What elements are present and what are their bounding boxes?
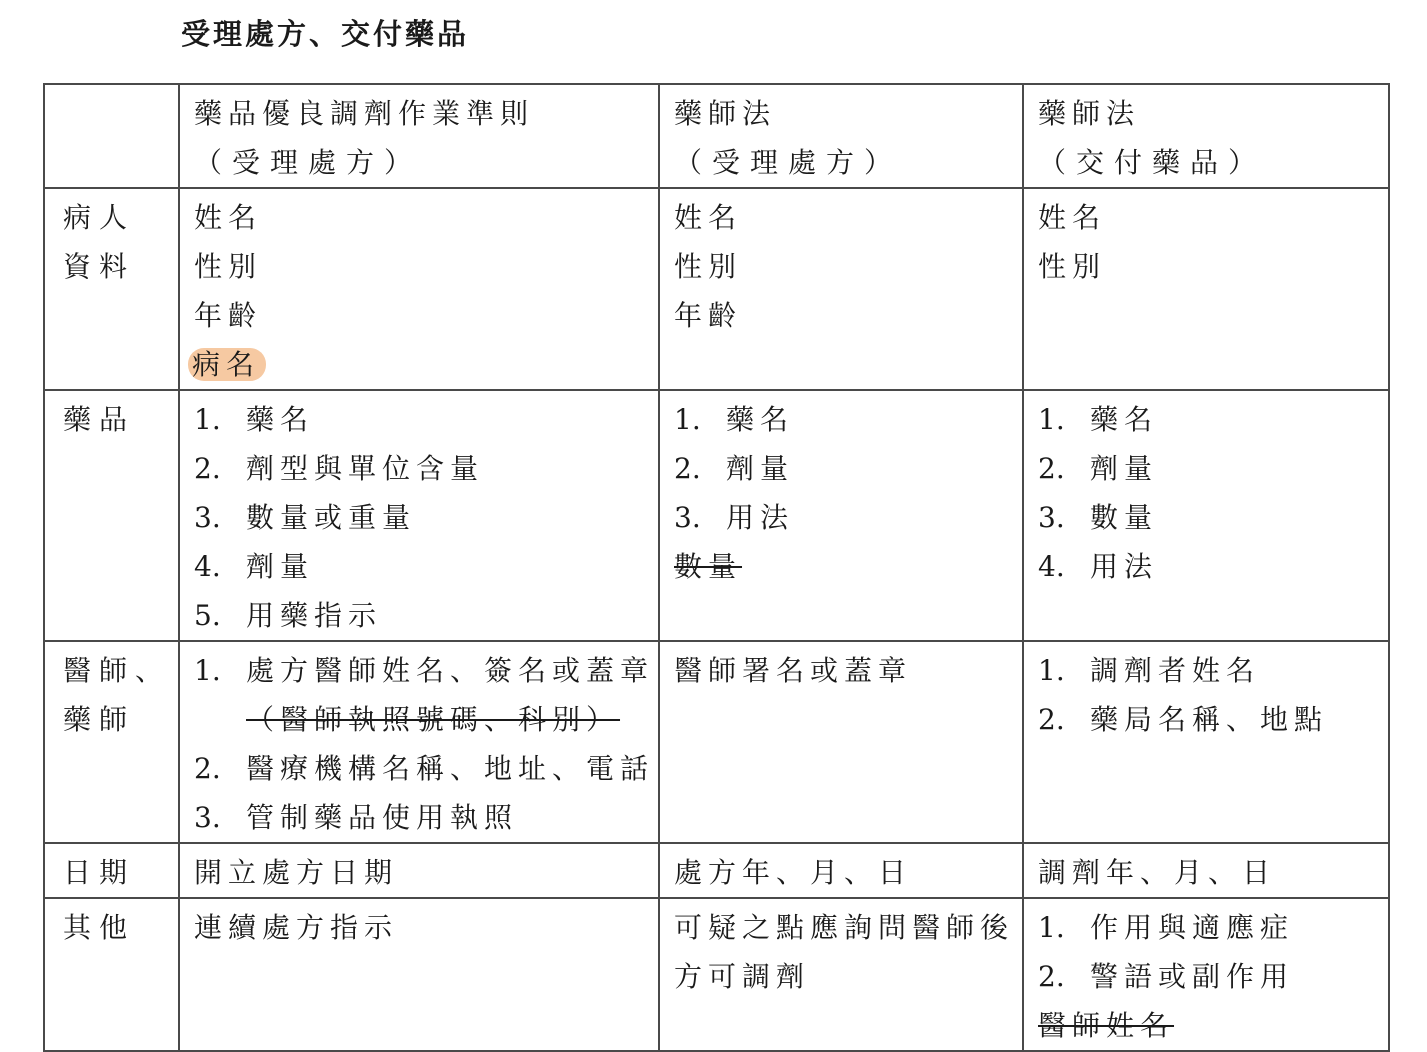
list-item: 年齡 (674, 299, 743, 332)
header-gdp-name: 藥品優良調劑作業準則 (194, 97, 535, 130)
document-title: 受理處方、交付藥品 (181, 17, 470, 51)
list-item: 處方年、月、日 (674, 856, 913, 889)
header-pharm-receive (659, 84, 1023, 188)
row-head-patient (44, 188, 179, 390)
list-item: 1. 藥名 (194, 403, 315, 436)
struck-item: 醫師姓名 (1038, 1009, 1175, 1042)
cell-date-gdp (179, 843, 659, 898)
list-item: 年齡 (194, 299, 263, 332)
header-pharm-dispense-sub: （交付藥品） (1038, 146, 1267, 179)
header-corner-cell (44, 84, 179, 188)
struck-item: （醫師執照號碼、科別） (246, 703, 621, 736)
list-item: 性別 (674, 250, 743, 283)
cell-date-pharm-dispense (1023, 843, 1389, 898)
row-head-line: 醫師、 (63, 654, 172, 687)
list-item: 開立處方日期 (194, 856, 399, 889)
list-item: 姓名 (1038, 201, 1107, 234)
cell-staff-gdp (179, 641, 659, 843)
row-head-drug (44, 390, 179, 641)
header-pharm-dispense-name: 藥師法 (1038, 97, 1141, 130)
prescription-comparison-table (43, 83, 1390, 1052)
list-item: 2. 警語或副作用 (1038, 960, 1295, 993)
header-pharm-receive-name: 藥師法 (674, 97, 777, 130)
row-head-line: 病人 (63, 201, 136, 234)
cell-drug-gdp (179, 390, 659, 641)
row-head-line: 資料 (63, 250, 136, 283)
list-item: 4. 用法 (1038, 550, 1159, 583)
cell-other-gdp (179, 898, 659, 1051)
highlighted-item: 病名 (188, 348, 266, 381)
list-item: 醫師署名或蓋章 (674, 654, 913, 687)
list-item: 3. 用法 (674, 501, 795, 534)
list-item: 3. 數量 (1038, 501, 1159, 534)
list-item: 1. 藥名 (1038, 403, 1159, 436)
row-drug (44, 390, 1389, 641)
cell-patient-pharm-dispense (1023, 188, 1389, 390)
list-item: 姓名 (674, 201, 743, 234)
cell-staff-pharm-dispense (1023, 641, 1389, 843)
row-other (44, 898, 1389, 1051)
row-head-line: 藥品 (63, 403, 136, 436)
list-item: 調劑年、月、日 (1038, 856, 1277, 889)
row-head-line: 藥師 (63, 703, 136, 736)
cell-patient-pharm-receive (659, 188, 1023, 390)
list-item: 3. 數量或重量 (194, 501, 417, 534)
row-date (44, 843, 1389, 898)
row-head-line: 日期 (63, 856, 136, 889)
header-gdp (179, 84, 659, 188)
list-item: 1. 調劑者姓名 (1038, 654, 1261, 687)
list-item: 1. 作用與適應症 (1038, 911, 1295, 944)
list-item: 2. 劑量 (1038, 452, 1159, 485)
cell-staff-pharm-receive (659, 641, 1023, 843)
list-item: 性別 (1038, 250, 1107, 283)
cell-drug-pharm-receive (659, 390, 1023, 641)
list-item: 可疑之點應詢問醫師後 (674, 911, 1015, 944)
list-item: 2. 醫療機構名稱、地址、電話 (194, 752, 655, 785)
list-item: 姓名 (194, 201, 263, 234)
list-item: 1. 藥名 (674, 403, 795, 436)
header-pharm-receive-sub: （受理處方） (674, 146, 903, 179)
list-item: 4. 劑量 (194, 550, 315, 583)
list-item: 3. 管制藥品使用執照 (194, 801, 519, 834)
list-item: 2. 藥局名稱、地點 (1038, 703, 1329, 736)
list-item: 性別 (194, 250, 263, 283)
list-item: 2. 劑型與單位含量 (194, 452, 485, 485)
list-item: 1. 處方醫師姓名、簽名或蓋章 (194, 654, 655, 687)
cell-drug-pharm-dispense (1023, 390, 1389, 641)
list-item: 連續處方指示 (194, 911, 399, 944)
cell-date-pharm-receive (659, 843, 1023, 898)
row-head-other (44, 898, 179, 1051)
row-head-date (44, 843, 179, 898)
cell-other-pharm-receive (659, 898, 1023, 1051)
table-header-row (44, 84, 1389, 188)
list-item: 方可調劑 (674, 960, 811, 993)
list-item: 2. 劑量 (674, 452, 795, 485)
row-head-line: 其他 (63, 911, 136, 944)
row-patient (44, 188, 1389, 390)
row-staff (44, 641, 1389, 843)
cell-patient-gdp (179, 188, 659, 390)
header-gdp-sub: （受理處方） (194, 146, 423, 179)
list-item: 5. 用藥指示 (194, 599, 383, 632)
cell-other-pharm-dispense (1023, 898, 1389, 1051)
header-pharm-dispense (1023, 84, 1389, 188)
struck-item: 數量 (674, 550, 743, 583)
row-head-staff (44, 641, 179, 843)
